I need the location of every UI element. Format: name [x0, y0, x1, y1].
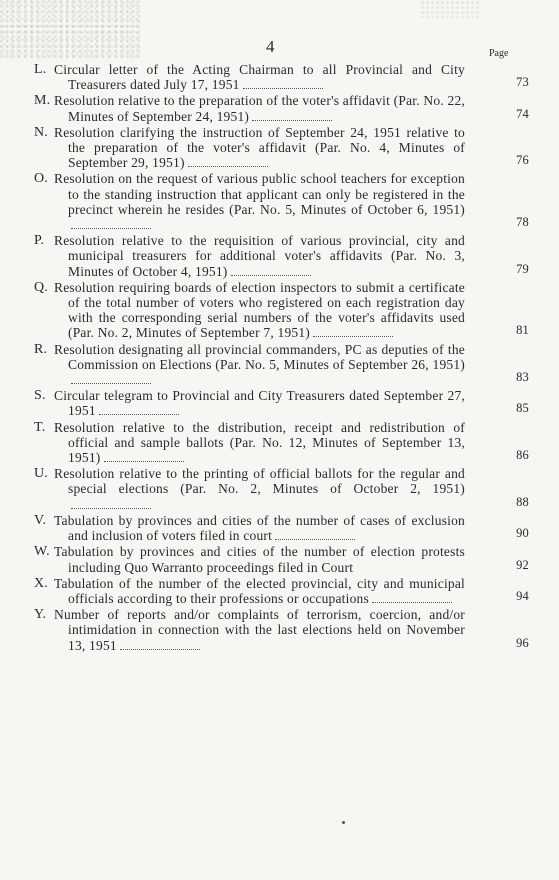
toc-entry-m — [34, 93, 529, 123]
toc-entry-n — [34, 125, 529, 171]
dot-leader — [71, 375, 151, 384]
toc-entry-y — [34, 607, 529, 653]
entry-page: 86 — [516, 448, 529, 463]
toc-entry-l — [34, 62, 529, 92]
entry-text: Tabulation by provinces and cities of the number of cases of exclusion and inclusion of voters filed in court — [54, 512, 465, 544]
entry-page: 74 — [516, 106, 529, 121]
dot-leader — [275, 531, 355, 540]
scan-speckle-noise — [420, 0, 480, 18]
entry-page: 79 — [516, 261, 529, 276]
entry-page: 96 — [516, 635, 529, 650]
toc-entry-p — [34, 233, 529, 279]
entry-letter: M. — [34, 93, 51, 109]
entry-text: Resolution on the request of various public school teachers for exception to the standing instruction that applicant can only be registered in the precinct wherein he resides (Par. No. 5, Minutes of October 6, 1951) — [54, 171, 465, 217]
dot-leader — [372, 594, 452, 603]
dot-leader — [231, 267, 311, 276]
toc-entry-v — [34, 513, 529, 543]
toc-entry-u — [34, 466, 529, 512]
dot-leader — [313, 328, 393, 337]
toc-entry-w — [34, 544, 529, 574]
dot-leader — [243, 80, 323, 89]
toc-entry-s — [34, 388, 529, 418]
entry-letter: R. — [34, 341, 48, 357]
entry-letter: V. — [34, 512, 47, 528]
entry-letter: S. — [34, 388, 46, 404]
entry-text: Circular telegram to Provincial and City Treasurers dated September 27, 1951 — [54, 388, 465, 419]
dot-leader — [120, 641, 200, 650]
page-number: 4 — [266, 37, 275, 56]
entry-text: Resolution requiring boards of election inspectors to submit a certificate of the total number of voters who registered on each registration day with the corresponding serial numbers of the voter's affidavits used (Par. No. 2, Minutes of September 7, 1951) — [54, 279, 465, 341]
entry-letter: Q. — [34, 279, 49, 295]
table-of-contents — [34, 62, 529, 654]
entry-text: Circular letter of the Acting Chairman to all Provincial and City Treasurers dated July 17, 1951 — [54, 62, 465, 93]
entry-text: Tabulation of the number of the elected provincial, city and municipal officials according to their professions or occupations — [54, 575, 465, 606]
entry-page: 78 — [516, 215, 529, 230]
entry-text: Number of reports and/or complaints of terrorism, coercion, and/or intimidation in connection with the last elections held on November 13, 1951 — [54, 607, 465, 653]
entry-page: 73 — [516, 75, 529, 90]
entry-page: 94 — [516, 588, 529, 603]
dot-leader — [71, 220, 151, 229]
entry-text: Resolution relative to the printing of official ballots for the regular and special elections (Par. No. 2, Minutes of October 2, 1951) — [54, 466, 465, 497]
dot-leader — [104, 453, 184, 462]
entry-letter: W. — [34, 544, 50, 560]
entry-page: 90 — [516, 526, 529, 541]
toc-entry-r — [34, 342, 529, 388]
dot-leader — [252, 112, 332, 121]
entry-page: 83 — [516, 370, 529, 385]
entry-page: 85 — [516, 401, 529, 416]
toc-entry-q — [34, 280, 529, 341]
dot-leader — [71, 500, 151, 509]
entry-letter: X. — [34, 575, 49, 591]
entry-text: Resolution relative to the preparation of the voter's affidavit (Par. No. 22, Minutes of September 24, 1951) — [54, 93, 465, 124]
entry-text: Resolution clarifying the instruction of September 24, 1951 relative to the preparation of the voter's affidavit (Par. No. 4, Minutes of September 29, 1951) — [54, 124, 465, 171]
entry-text: Resolution relative to the distribution, receipt and redistribution of official and sample ballots (Par. No. 12, Minutes of September 13, 1951) — [54, 419, 465, 466]
entry-page: 76 — [516, 153, 529, 168]
entry-letter: N. — [34, 124, 49, 140]
entry-page: 88 — [516, 494, 529, 509]
entry-letter: Y. — [34, 607, 47, 623]
entry-page: 81 — [516, 323, 529, 338]
scan-speckle-noise — [0, 0, 140, 60]
dot-leader — [188, 158, 268, 167]
entry-letter: T. — [34, 419, 46, 435]
toc-entry-t — [34, 420, 529, 466]
entry-text: Resolution relative to the requisition of various provincial, city and municipal treasurers for additional voter's affidavits (Par. No. 3, Minutes of October 4, 1951) — [54, 233, 465, 279]
dot-leader — [99, 406, 179, 415]
entry-page: 92 — [516, 557, 529, 572]
entry-letter: P. — [34, 233, 45, 249]
entry-text: Tabulation by provinces and cities of the number of election protests including Quo Warranto proceedings filed in Court — [54, 544, 465, 575]
toc-entry-o — [34, 171, 529, 232]
page-column-label: Page — [489, 48, 509, 59]
entry-letter: U. — [34, 466, 49, 482]
entry-letter: L. — [34, 62, 47, 77]
toc-entry-x — [34, 576, 529, 606]
stray-print-mark — [342, 821, 345, 824]
entry-letter: O. — [34, 171, 49, 187]
entry-text: Resolution designating all provincial commanders, PC as deputies of the Commission on Elections (Par. No. 5, Minutes of September 26, 1951) — [54, 341, 465, 372]
